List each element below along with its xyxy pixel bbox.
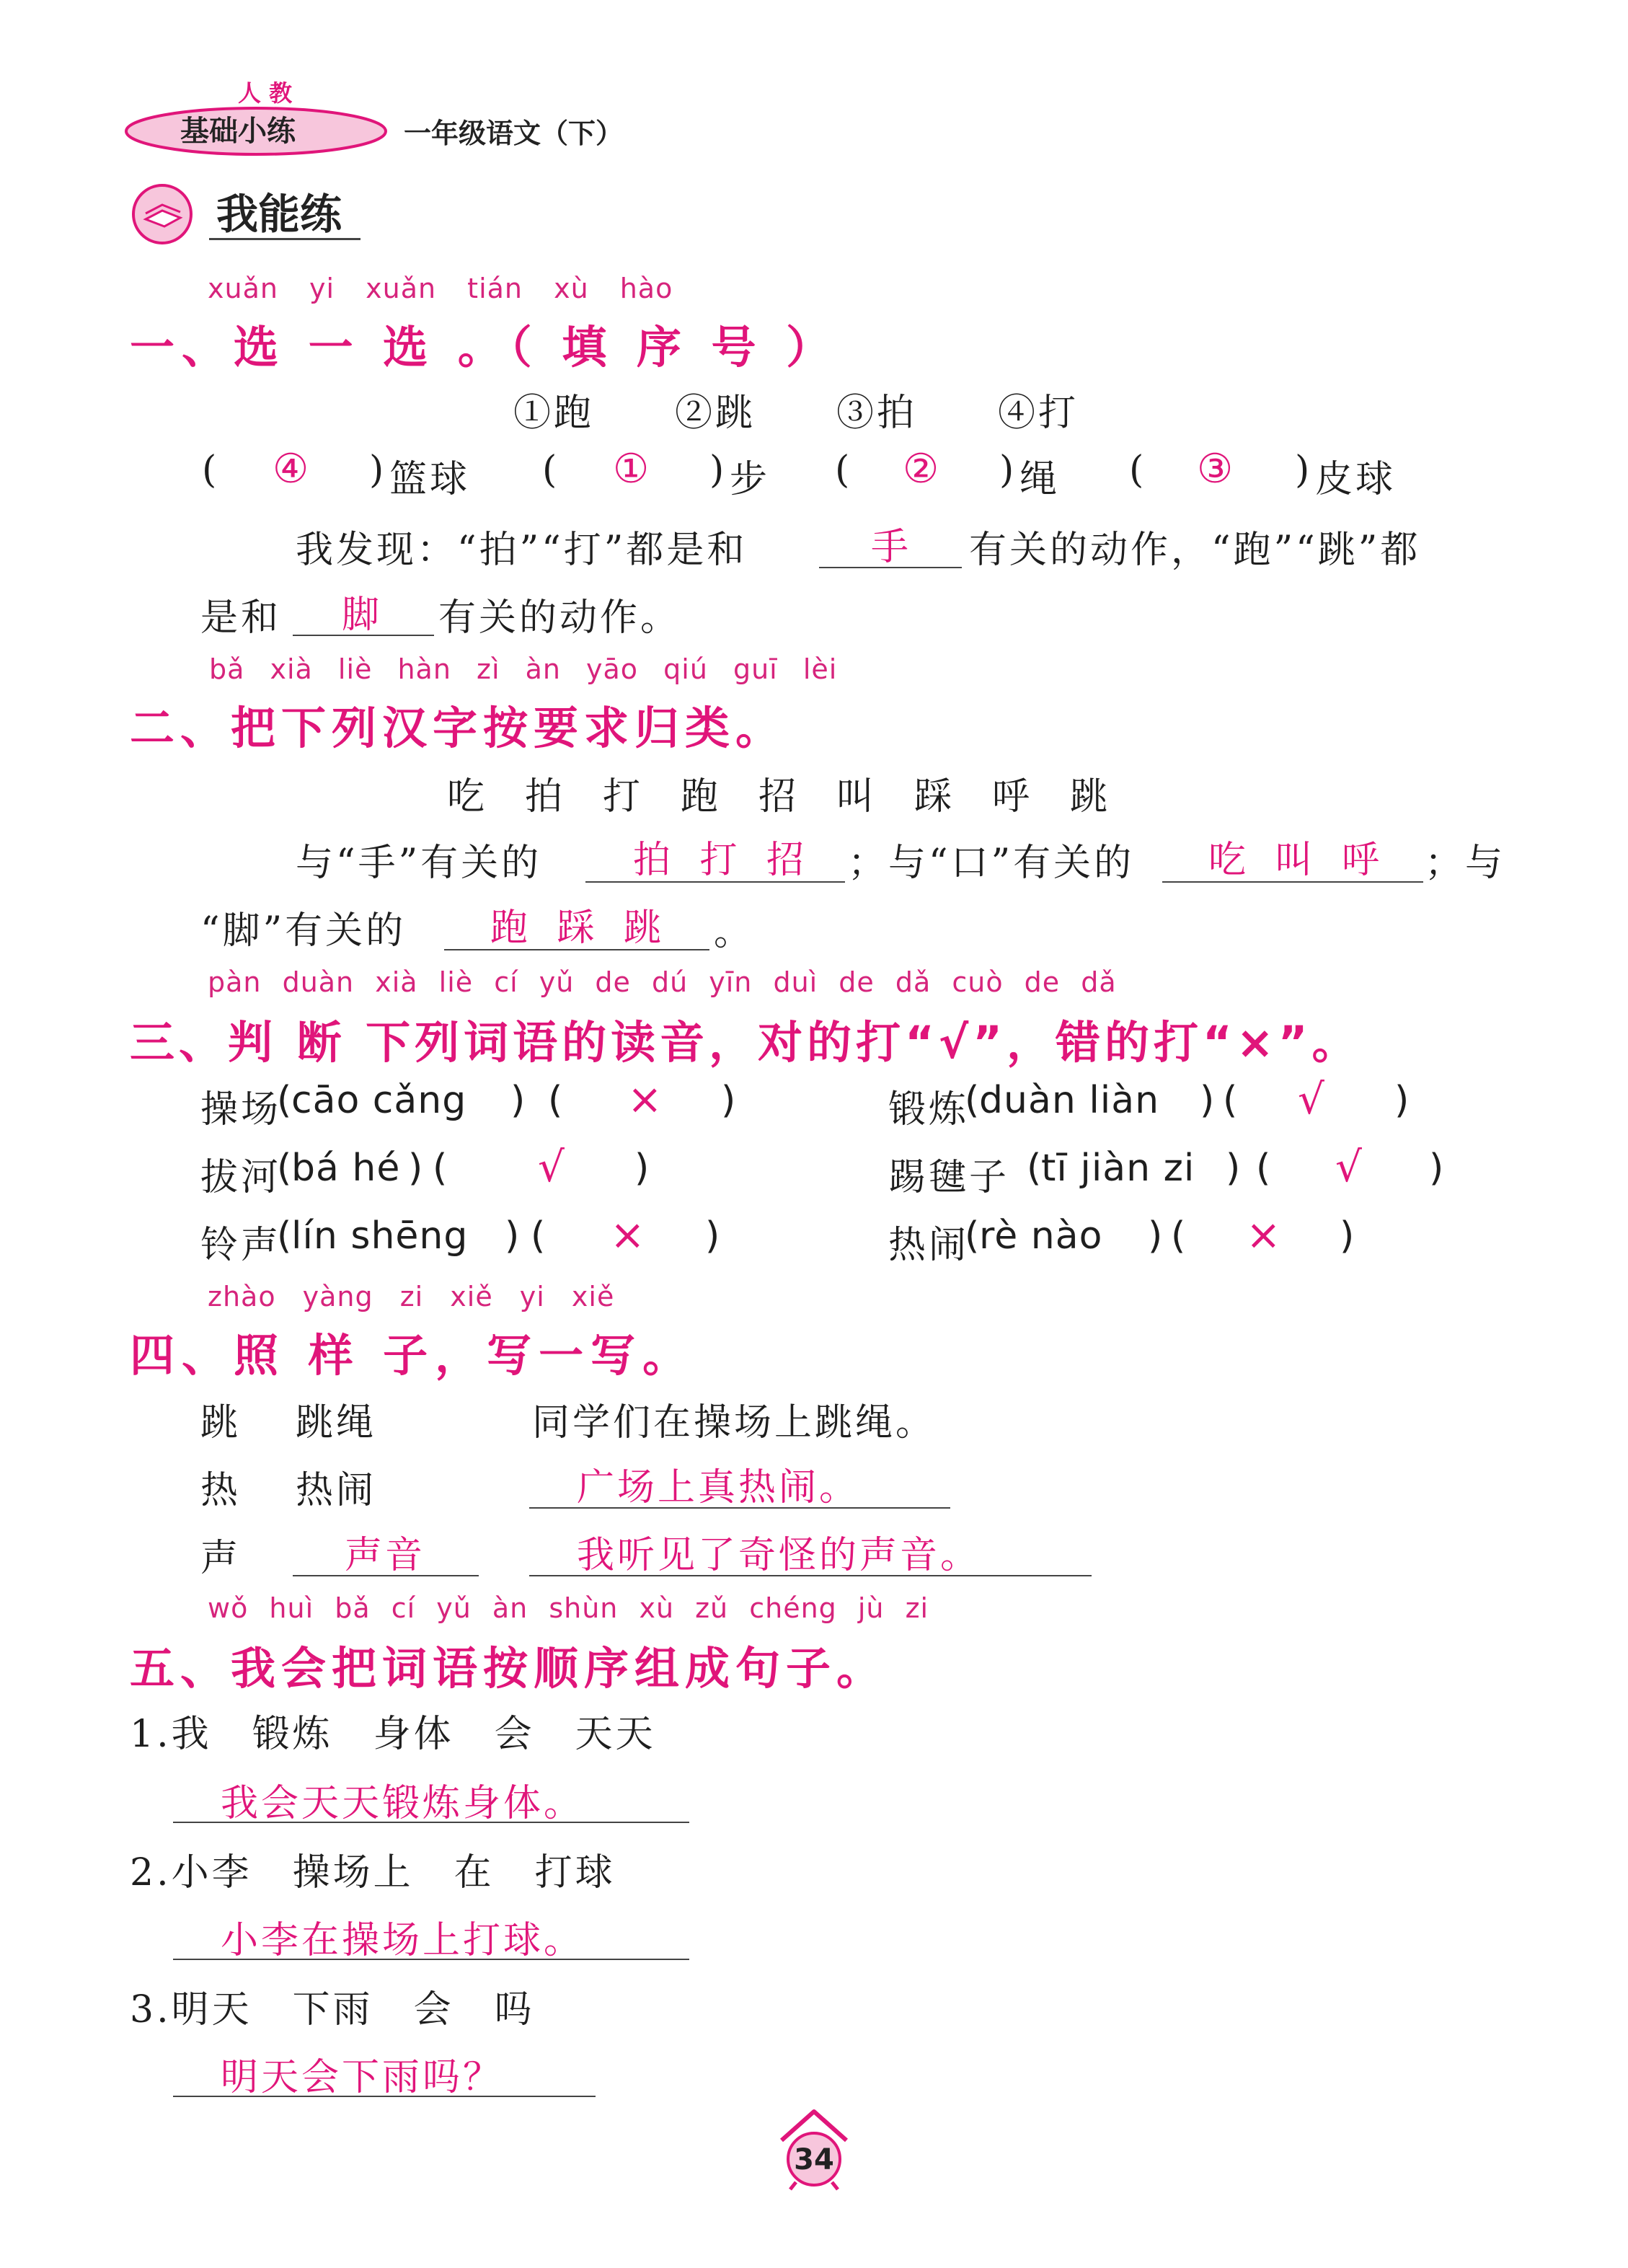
q4-row-1-word: 跳绳 — [296, 1401, 377, 1444]
q2-chars: 吃 拍 打 跑 招 叫 踩 呼 跳 — [447, 775, 1110, 818]
q4-row-2-sentence: 广场上真热闹。 — [577, 1466, 860, 1509]
q5-item-2-words: 2.小李 操场上 在 打球 — [130, 1851, 616, 1894]
q3-item-6-mark-close: ) — [1340, 1214, 1358, 1258]
q4-row-2-char: 热 — [200, 1469, 242, 1512]
q1-blank-2-open: ( — [542, 449, 560, 492]
q2-foot-line — [444, 949, 709, 950]
q1-title: 一、选 一 选 。（ 填 序 号 ） — [130, 321, 839, 374]
q5-item-2-line — [173, 1959, 689, 1960]
q3-item-1-pinyin: cāo cǎng — [291, 1079, 467, 1122]
q5-item-1-line — [173, 1822, 689, 1823]
q4-row-1-sentence: 同学们在操场上跳绳。 — [532, 1401, 937, 1444]
q3-item-5-mark-close: ) — [705, 1214, 723, 1258]
q4-row-3-word: 声音 — [345, 1534, 426, 1577]
q3-item-6-mark-open: ( — [1171, 1214, 1189, 1258]
series-title: 基础小练 — [180, 115, 296, 148]
q3-item-4-word: 踢毽子 — [888, 1156, 1010, 1199]
q3-item-3-open: ( — [277, 1147, 295, 1190]
q3-item-2-word: 锻炼 — [888, 1088, 970, 1131]
q3-item-4-close: ) — [1226, 1147, 1244, 1190]
q1-blank-4-open: ( — [1129, 449, 1147, 492]
publisher-label: 人 教 — [238, 79, 293, 107]
q1-finding-a: 我发现：“拍”“打”都是和 — [296, 529, 748, 572]
q3-item-2-mark-open: ( — [1223, 1079, 1241, 1122]
q2-foot-prefix: “脚”有关的 — [200, 909, 407, 953]
q1-finding-b: 有关的动作，“跑”“跳”都 — [969, 529, 1421, 572]
q5-item-3-answer: 明天会下雨吗？ — [221, 2056, 504, 2099]
q1-blank-3-answer: ② — [903, 446, 942, 493]
q3-item-4-mark-close: ) — [1429, 1147, 1447, 1190]
q3-item-6-close: ) — [1148, 1214, 1166, 1258]
book-icon — [130, 182, 202, 247]
q5-item-1-answer: 我会天天锻炼身体。 — [221, 1782, 585, 1825]
q3-item-4-pinyin: tī jiàn zi — [1041, 1147, 1195, 1190]
q3-title: 三、判 断 下列词语的读音，对的打“√”，错的打“×”。 — [130, 1016, 1361, 1069]
subject-label: 一年级语文（下） — [404, 118, 624, 149]
q1-blank-3-close: ) — [999, 449, 1017, 492]
q1-blank-1-close: ) — [369, 449, 387, 492]
q3-item-3-close: ) — [408, 1147, 426, 1190]
q3-item-5-close: ) — [505, 1214, 523, 1258]
q2-mouth-line — [1162, 881, 1423, 883]
q1-finding-c: 是和 — [200, 596, 282, 640]
q3-item-4-open: ( — [1027, 1147, 1045, 1190]
q1-blank-2-answer: ① — [613, 446, 652, 493]
q2-mouth-prefix: ；与“口”有关的 — [848, 842, 1135, 885]
q4-row-3-line — [529, 1575, 1092, 1576]
q3-item-4-mark: √ — [1335, 1142, 1362, 1191]
page-number: 34 — [794, 2143, 834, 2176]
q3-item-1-mark-close: ) — [721, 1079, 739, 1122]
q3-item-6-pinyin: rè nào — [979, 1214, 1103, 1258]
q3-item-3-mark-close: ) — [634, 1147, 652, 1190]
q1-blank-foot-line — [293, 635, 434, 636]
q3-item-1-open: ( — [277, 1079, 295, 1122]
q3-item-2-pinyin: duàn liàn — [979, 1079, 1160, 1122]
q4-title: 四、照 样 子，写一写。 — [130, 1329, 695, 1382]
q4-row-3-word-line — [293, 1575, 479, 1576]
q4-row-1-char: 跳 — [200, 1401, 242, 1444]
q1-options: ①跑 ②跳 ③拍 ④打 — [513, 392, 1079, 435]
q3-item-5-mark-open: ( — [531, 1214, 549, 1258]
q4-row-2-word: 热闹 — [296, 1469, 377, 1512]
q1-blank-3-open: ( — [835, 449, 853, 492]
q4-row-2-line — [529, 1507, 950, 1509]
q2-end: 。 — [714, 911, 755, 954]
q3-item-5-mark: × — [610, 1210, 645, 1259]
q5-pinyin: wǒ huì bǎ cí yǔ àn shùn xù zǔ chéng jù zi — [208, 1592, 929, 1624]
q2-title: 二、把下列汉字按要求归类。 — [130, 702, 787, 754]
q2-hand-line — [585, 881, 845, 883]
q1-blank-hand-line — [819, 567, 962, 568]
q5-item-1-words: 1.我 锻炼 身体 会 天天 — [130, 1713, 656, 1756]
q3-item-1-mark-open: ( — [548, 1079, 566, 1122]
q2-semicolon-tail: ；与 — [1425, 842, 1506, 885]
q1-blank-3-word: 绳 — [1019, 458, 1061, 501]
q3-item-2-close: ) — [1200, 1079, 1218, 1122]
q1-blank-4-answer: ③ — [1197, 446, 1237, 493]
q3-item-5-open: ( — [277, 1214, 295, 1258]
q2-hand-prefix: 与“手”有关的 — [296, 842, 542, 885]
q1-blank-4-close: ) — [1295, 449, 1313, 492]
section-title: 我能练 — [216, 190, 342, 239]
q3-item-1-word: 操场 — [200, 1088, 282, 1131]
q2-mouth-answer: 吃 叫 呼 — [1208, 839, 1389, 882]
q2-pinyin: bǎ xià liè hàn zì àn yāo qiú guī lèi — [209, 653, 838, 685]
q3-item-2-open: ( — [965, 1079, 983, 1122]
q1-blank-2-word: 步 — [730, 458, 771, 501]
q2-hand-answer: 拍 打 招 — [633, 839, 813, 882]
q4-row-3-char: 声 — [200, 1537, 242, 1580]
q3-item-4-mark-open: ( — [1256, 1147, 1274, 1190]
q4-pinyin: zhào yàng zi xiě yi xiě — [208, 1281, 615, 1312]
section-title-underline — [209, 238, 360, 240]
q1-blank-1-word: 篮球 — [389, 458, 471, 501]
q3-item-5-pinyin: lín shēng — [291, 1214, 469, 1258]
q1-blank-4-word: 皮球 — [1315, 458, 1397, 501]
q4-row-3-sentence: 我听见了奇怪的声音。 — [577, 1534, 981, 1577]
q1-finding-d: 有关的动作。 — [438, 596, 681, 640]
q2-foot-answer: 跑 踩 跳 — [490, 906, 671, 950]
q1-blank-1-answer: ④ — [273, 446, 312, 493]
q3-item-6-open: ( — [965, 1214, 983, 1258]
q5-item-3-words: 3.明天 下雨 会 吗 — [130, 1988, 535, 2031]
q3-item-1-mark: × — [627, 1075, 663, 1124]
q3-item-6-mark: × — [1246, 1210, 1281, 1259]
q3-item-3-mark: √ — [538, 1142, 565, 1191]
q3-pinyin: pàn duàn xià liè cí yǔ de dú yīn duì de dǎ cuò de dǎ — [208, 966, 1117, 998]
q5-title: 五、我会把词语按顺序组成句子。 — [130, 1642, 888, 1695]
q3-item-1-close: ) — [510, 1079, 528, 1122]
q3-item-5-word: 铃声 — [200, 1224, 282, 1267]
q3-item-2-mark: √ — [1298, 1075, 1324, 1124]
q1-pinyin: xuǎn yi xuǎn tián xù hào — [208, 273, 673, 304]
q3-item-6-word: 热闹 — [888, 1224, 970, 1267]
q5-item-3-line — [173, 2096, 596, 2097]
q3-item-3-mark-open: ( — [433, 1147, 451, 1190]
q3-item-2-mark-close: ) — [1394, 1079, 1412, 1122]
q1-answer-foot: 脚 — [342, 594, 383, 637]
q5-item-2-answer: 小李在操场上打球。 — [221, 1919, 585, 1962]
q3-item-3-pinyin: bá hé — [291, 1147, 401, 1190]
q3-item-3-word: 拔河 — [200, 1156, 282, 1199]
q1-blank-2-close: ) — [709, 449, 727, 492]
q1-blank-1-open: ( — [202, 449, 220, 492]
q1-answer-hand: 手 — [871, 526, 912, 569]
